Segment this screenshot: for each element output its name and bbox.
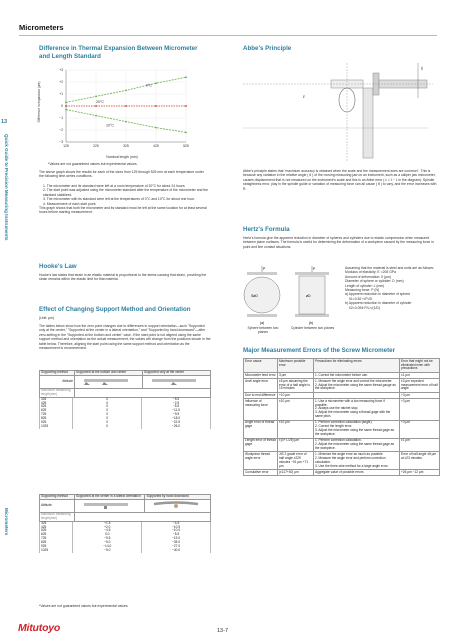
table-cell: 0.0 [73, 533, 142, 537]
data-point [95, 115, 97, 117]
data-point [65, 109, 67, 111]
table-cell: +3 μm [400, 420, 440, 438]
table-cell: −5.5 [141, 405, 210, 409]
table-cell: Aggregate value of possible errors [314, 470, 400, 476]
hertz-diagram [243, 266, 333, 334]
hertz-cyld: øD [306, 294, 311, 298]
x-tick-label: 325 [123, 144, 129, 148]
abbe-epsilon: ε [303, 95, 306, 100]
table-cell: −2.5 [141, 402, 210, 406]
series-label: 0°C [146, 83, 153, 88]
hertz-p-b: P [313, 267, 316, 271]
table-row [244, 452, 440, 470]
hertz-body: Hertz's formula give the apparent reduction in diameter of spheres and cylinders due to elastic compression when measured between plane surfaces. The formula is useful for determining the deformation of a workpiece caused by the measuring force in point and line contact situations. [243, 236, 434, 249]
table-cell: +26 μm −12 μm [400, 470, 440, 476]
t1-h2: Supported at the bottom and center [75, 371, 143, 376]
table-cell: 825 [40, 541, 73, 545]
x-tick-label: 125 [63, 144, 69, 148]
data-point [125, 105, 127, 107]
table-cell: −26.0 [141, 425, 210, 429]
table-cell: 725 [40, 413, 73, 417]
table-cell: −19.0 [142, 537, 211, 541]
hertz-assume-line: a) Apparent reduction in diameter of sphere [345, 292, 411, 297]
table-cell: −18.0 [141, 417, 210, 421]
effect-title: Effect of Changing Support Method and Orientation [39, 306, 191, 313]
table-cell: 725 [40, 537, 73, 541]
sidebar-right-label: Micrometers [4, 508, 9, 536]
support-table-1 [39, 370, 211, 429]
diff-list [39, 184, 209, 215]
hertz-assume-line: Diameter of sphere or cylinder: D (mm) [345, 279, 404, 284]
data-point [155, 127, 157, 129]
diff-item: 4. Measurement of each start point. [43, 201, 97, 206]
table-cell: 325 [40, 398, 73, 402]
table-cell: 925 [40, 545, 73, 549]
table-cell: ±10 μm [278, 399, 314, 421]
table-cell: −4.5 [142, 522, 211, 526]
series-label: 10°C [106, 123, 115, 128]
table-cell: Anvil angle error [244, 379, 278, 393]
diff-note: *Values are not guaranteed values but experimental values. [48, 162, 138, 166]
t1-h3: Supported only at the center [143, 371, 211, 376]
chart-xlabel: Nominal length (mm) [106, 155, 138, 159]
header-title: Micrometers [19, 23, 64, 32]
table-cell: 0 [73, 398, 142, 402]
t1-attitude-fig1 [75, 375, 143, 388]
x-tick-label: 225 [93, 144, 99, 148]
table-cell: 525 [40, 529, 73, 533]
table-cell: 0 [73, 413, 142, 417]
major-col-max: Maximum possible error [278, 359, 314, 373]
table-cell: ±3 μm expected measurement error of half angle [401, 378, 438, 391]
major-error-table [243, 358, 439, 476]
brand-logo: Mitutoyo [18, 622, 61, 634]
table-cell: Influence of measuring force [244, 399, 278, 421]
table-cell: Length error of thread gage [244, 438, 278, 452]
hertz-cyl-caption: Cylinder between two planes [290, 326, 335, 330]
data-point [185, 105, 187, 107]
table-cell: +10 μm [278, 392, 314, 398]
table-cell: 825 [40, 417, 73, 421]
hertz-p-a: P [263, 267, 266, 271]
t1-attitude-fig2 [143, 375, 211, 388]
hooke-body: Hooke's law states that strain in an elastic material is proportional to the stress causing that strain, providing the strain remains within the elastic limit for that material. [39, 273, 207, 282]
major-col-precautions: Precautions for eliminating errors [314, 359, 400, 373]
table-cell: ±1 μm [400, 372, 440, 378]
data-point [125, 90, 127, 92]
t1-attitude-label: Attitude [40, 375, 75, 388]
thermal-chart [36, 62, 201, 162]
y-tick-label: 0 [61, 104, 63, 108]
table-cell: −5.0 [73, 549, 142, 553]
major-title: Major Measurement Errors of the Screw Micrometer [243, 347, 395, 354]
hertz-assume-line: Assuming that the material is steel and units are as follows: [345, 266, 434, 270]
diff-body: The above graph shows the results for each of the sizes from 125 through 525 mm at each temperature under the following time-series conditions. [39, 170, 204, 179]
t2-h3: Supported by hand downward [145, 495, 211, 500]
table-cell: −11.5 [141, 409, 210, 413]
table-cell: 0 [73, 417, 142, 421]
data-point [185, 76, 187, 78]
hertz-cap-b: (b) [309, 321, 314, 325]
table-cell: Workpiece thread angle error [244, 452, 278, 470]
y-tick-label: −1 [59, 116, 63, 120]
table-cell: 0 [73, 409, 142, 413]
data-point [95, 96, 97, 98]
hertz-assume-line: Amount of deformation: δ (μm) [345, 274, 392, 279]
table-cell: 3 μm [278, 372, 314, 378]
table-cell: ±(3+ L/25) μm [278, 438, 314, 452]
table-cell: −14.0 [73, 545, 142, 549]
t2-h2: Supported at the center in a lateral orientation [75, 495, 145, 500]
table-cell: 0 [73, 402, 142, 406]
table-cell: 925 [40, 421, 73, 425]
table-cell: 525 [40, 405, 73, 409]
table-cell: +2.0 [73, 526, 142, 530]
page-number: 13 [1, 119, 8, 125]
abbe-diagram [243, 58, 438, 163]
table-cell: 1. Perform correction calculation (angle). 2. Correct the length error. 3. Adjust the micrometer using the same thread gage as the workpiece. [314, 420, 400, 438]
table-cell: +3 μm [400, 392, 440, 398]
table-row [244, 420, 440, 438]
data-point [155, 105, 157, 107]
x-tick-label: 525 [183, 144, 189, 148]
table-cell: 0 [73, 425, 142, 429]
table-cell: 625 [40, 533, 73, 537]
table-cell: 1. Use a micrometer with a low measuring force if possible. 2. Always use the ratchet stop. 3. Adjust the micrometer using a thread gage with the same pitch. [314, 399, 400, 421]
table-cell: 0 [73, 421, 142, 425]
table-cell: 425 [40, 526, 73, 530]
hertz-assume-line: Measuring force: P (N) [345, 288, 380, 293]
t2-attitude-fig2 [145, 499, 211, 512]
major-col-cause: Error cause [244, 359, 278, 373]
table-cell: −10.0 [142, 529, 211, 533]
table-cell: +3 μm [400, 399, 440, 421]
table-cell: 1025 [40, 549, 73, 553]
hertz-sphd: SøD [251, 294, 258, 298]
table-cell: 0 [73, 405, 142, 409]
t1-h1: Supporting method [40, 371, 75, 376]
table-cell: −9.5 [73, 537, 142, 541]
effect-note: *Values are not guaranteed values but experimental values. [39, 604, 129, 608]
effect-unit: (Unit: μm) [39, 316, 54, 320]
header-rule [19, 35, 437, 36]
effect-body: The tables below show how the zero point changes due to differences in support orientation—such "Supported only at the center," "Supported at the center in a lateral orientation," and "Supported by hand downward"—after zero-setting in the "Supported at the bottom and center" case. If the start point is not aligned using the same support method and orientation as the actual measurement, the values will change from the positions shown in the table below. Therefore, aligning the start point using the same support method and orientation as the measurement is recommended. [39, 324, 211, 351]
y-tick-label: +1 [59, 92, 63, 96]
table-cell: 1025 [40, 425, 73, 429]
diff-item: 2. The start point was adjusted using the micrometer standard after the temperature of the micrometer and the standard stabilized. [43, 188, 209, 197]
table-cell: ±1 μm [400, 438, 440, 452]
t2-h1: Supporting method [40, 495, 75, 500]
table-cell: 1. Measure the angle error and correct the micrometer. 2. Adjust the micrometer using the same thread gauge as the workpiece. [314, 379, 400, 393]
table-cell: Angle error of thread gage [244, 420, 278, 438]
hertz-assume-line: Modulus of elasticity: E =205 GPa [345, 270, 396, 275]
hertz-title: Hertz's Formula [243, 226, 290, 233]
table-cell: −5.0 [73, 541, 142, 545]
table-row [244, 379, 440, 393]
y-tick-label: +3 [59, 68, 63, 72]
hertz-assumptions [345, 266, 440, 310]
table-row [40, 425, 211, 429]
sidebar-left-label: Quick Guide to Precision Measuring Instruments [4, 134, 9, 241]
hertz-sphere-caption: Sphere between two planes [247, 326, 279, 335]
table-cell: 1. Perform correction calculation. 2. Adjust the micrometer using the same thread gage as the workpiece. [314, 438, 400, 452]
chart-ylabel: Difference in expansion (μm) [37, 81, 41, 123]
table-cell: 1. Correct the micrometer before use. [314, 372, 400, 378]
data-point [65, 105, 67, 107]
diff-item: 3. The micrometer with its standard were left at the temperatures of 0°C and 10°C for about one hour. [43, 197, 195, 202]
data-point [125, 121, 127, 123]
abbe-title: Abbe's Principle [243, 45, 292, 52]
table-cell: −10.5 [142, 526, 211, 530]
table-cell: −9.5 [141, 413, 210, 417]
table-cell: Cumulative error [244, 470, 278, 476]
hertz-formula-b: δ2=0.094·P/L³√(1/D) [349, 305, 380, 310]
x-tick-label: 425 [153, 144, 159, 148]
t2-attitude-label: Attitude [40, 499, 75, 512]
table-cell: −22.5 [141, 421, 210, 425]
table-cell: −5.5 [141, 398, 210, 402]
t2-mr: Maximum measuring length(mm) [40, 512, 75, 521]
t2-attitude-fig1 [75, 499, 145, 512]
table-cell: +1.5 [73, 522, 142, 526]
chart-svg [36, 62, 201, 162]
hertz-cap-a: (a) [260, 321, 265, 325]
hertz-assume-line: b) Apparent reduction in diameter of cylinder [345, 301, 412, 306]
table-cell: 1. Minimize the angle error as much as possible. 2. Measure the angle error and perform correction calculation. 3. Use the three-wire method for a large angle error. [314, 452, 400, 470]
data-point [65, 102, 67, 104]
hooke-title: Hooke's Law [39, 263, 77, 270]
table-cell: Micrometer feed error [245, 372, 276, 377]
diff-title-2: and Length Standard [39, 53, 101, 60]
table-cell: 625 [40, 409, 73, 413]
table-cell: (±117+40) μm [278, 470, 314, 476]
table-cell: −4.5 [73, 529, 142, 533]
t1-mr: Maximum measuring length(mm) [40, 388, 75, 397]
abbe-body: Abbe's principle states that "maximum accuracy is obtained when the scale and the measurement axes are common". This is because any variation in the relative angle ( θ ) of the moving measuring jaw on an instrument, such as a caliper jaw micrometer, causes displacement that is not measured on the instrument's scale and this is an Abbe error ( ε = ℓ − L in the diagram). Spindle straightness error, play in the spindle guide or variation of measuring force can all cause ( θ ) to vary, and the error increases with R. [243, 169, 437, 191]
page-footer-number: 13-7 [217, 628, 229, 634]
major-col-residual: Error that might not be eliminated even with precautions [400, 359, 440, 373]
table-row [244, 438, 440, 452]
hertz-formula-a: δ1=0.82 ³√P²/D [349, 296, 373, 301]
hertz-assume-line: Length of cylinder: L (mm) [345, 283, 385, 288]
diff-tail: This graph shows that both the micrometer and its standard must be left at the same location for at least several hours before starting measurement. [39, 206, 207, 215]
table-row [40, 549, 211, 553]
table-cell: −40.0 [142, 549, 211, 553]
table-cell: Error of half angle ±8 μm at ±23 minutes [400, 452, 440, 470]
y-tick-label: −3 [59, 140, 63, 144]
table-cell: −35.0 [142, 541, 211, 545]
table-cell: −27.0 [142, 545, 211, 549]
support-table-2 [39, 494, 211, 553]
table-cell: ±5 μm assuming the error of a half angle is 15 minutes [278, 379, 314, 393]
diff-item: 1. The micrometer and its standard were left at a room temperature of 20°C for about 24 hours. [43, 184, 186, 188]
series-label: 20°C [96, 100, 105, 104]
y-tick-label: +2 [59, 80, 63, 84]
table-cell: JIS 2 grade error of half angle ±229 minutes −91 μm +71 μm [278, 452, 314, 470]
data-point [185, 132, 187, 134]
table-cell: ±10 μm [278, 420, 314, 438]
diff-title-1: Difference in Thermal Expansion Between Micrometer [39, 45, 198, 52]
y-tick-label: −2 [59, 128, 63, 132]
table-row [244, 470, 440, 476]
data-point [95, 105, 97, 107]
table-row [244, 399, 440, 421]
table-cell: 425 [40, 402, 73, 406]
data-point [155, 82, 157, 84]
abbe-ell: ℓ [421, 67, 424, 72]
table-cell: −5.5 [142, 533, 211, 537]
table-cell: 325 [40, 522, 73, 526]
table-cell: Due to end difference [244, 392, 278, 398]
